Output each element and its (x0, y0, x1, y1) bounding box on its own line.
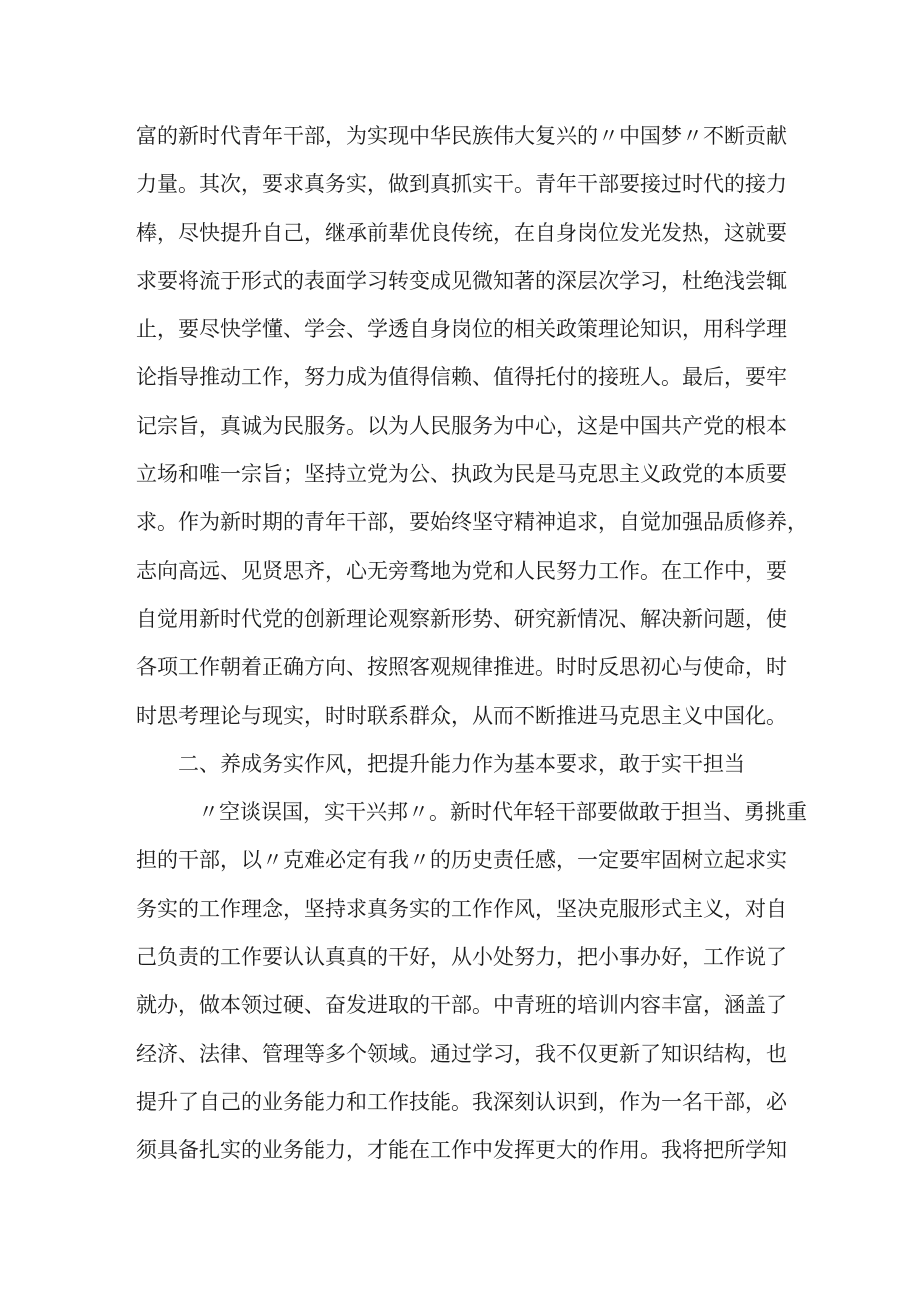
body-text (136, 112, 808, 1175)
paragraph-line: 记宗旨，真诚为民服务。以为人民服务为中心，这是中国共产党的根本 (136, 413, 787, 438)
paragraph-line: 就办，做本领过硬、奋发进取的干部。中青班的培训内容丰富，涵盖了 (136, 993, 787, 1018)
paragraph-line: 志向高远、见贤思齐，心无旁骛地为党和人民努力工作。在工作中，要 (136, 558, 787, 583)
paragraph-line: 己负责的工作要认认真真的干好，从小处努力，把小事办好，工作说了 (136, 945, 787, 970)
paragraph-line: 各项工作朝着正确方向、按照客观规律推进。时时反思初心与使命，时 (136, 655, 787, 680)
paragraph-line: 担的干部，以〃克难必定有我〃的历史责任感，一定要牢固树立起求实 (136, 848, 787, 873)
paragraph-line: 时思考理论与现实，时时联系群众，从而不断推进马克思主义中国化。 (136, 703, 787, 728)
paragraph-line: 求要将流于形式的表面学习转变成见微知著的深层次学习，杜绝浅尝辄 (136, 268, 787, 293)
paragraph-line: 富的新时代青年干部，为实现中华民族伟大复兴的〃中国梦〃不断贡献 (136, 124, 787, 148)
paragraph-line: 自觉用新时代党的创新理论观察新形势、研究新情况、解决新问题，使 (136, 606, 787, 631)
paragraph-line: 须具备扎实的业务能力，才能在工作中发挥更大的作用。我将把所学知 (136, 1138, 787, 1163)
paragraph-line: 〃空谈误国，实干兴邦〃。新时代年轻干部要做敢于担当、勇挑重 (198, 800, 807, 825)
paragraph-line: 务实的工作理念，坚持求真务实的工作作风，坚决克服形式主义，对自 (136, 896, 787, 921)
paragraph-line: 棒，尽快提升自己，继承前辈优良传统，在自身岗位发光发热，这就要 (136, 220, 787, 245)
paragraph-line: 立场和唯一宗旨；坚持立党为公、执政为民是马克思主义政党的本质要 (136, 462, 787, 487)
paragraph-line: 论指导推动工作，努力成为值得信赖、值得托付的接班人。最后，要牢 (136, 365, 787, 390)
paragraph-line: 经济、法律、管理等多个领域。通过学习，我不仅更新了知识结构，也 (136, 1041, 787, 1066)
paragraph-line: 力量。其次，要求真务实，做到真抓实干。青年干部要接过时代的接力 (136, 172, 787, 197)
paragraph-line: 提升了自己的业务能力和工作技能。我深刻认识到，作为一名干部，必 (136, 1089, 787, 1114)
paragraph-line: 求。作为新时期的青年干部，要始终坚守精神追求，自觉加强品质修养， (136, 510, 808, 535)
section-heading: 二、养成务实作风，把提升能力作为基本要求，敢于实干担当 (178, 751, 745, 776)
paragraph-line: 止，要尽快学懂、学会、学透自身岗位的相关政策理论知识，用科学理 (136, 317, 787, 342)
